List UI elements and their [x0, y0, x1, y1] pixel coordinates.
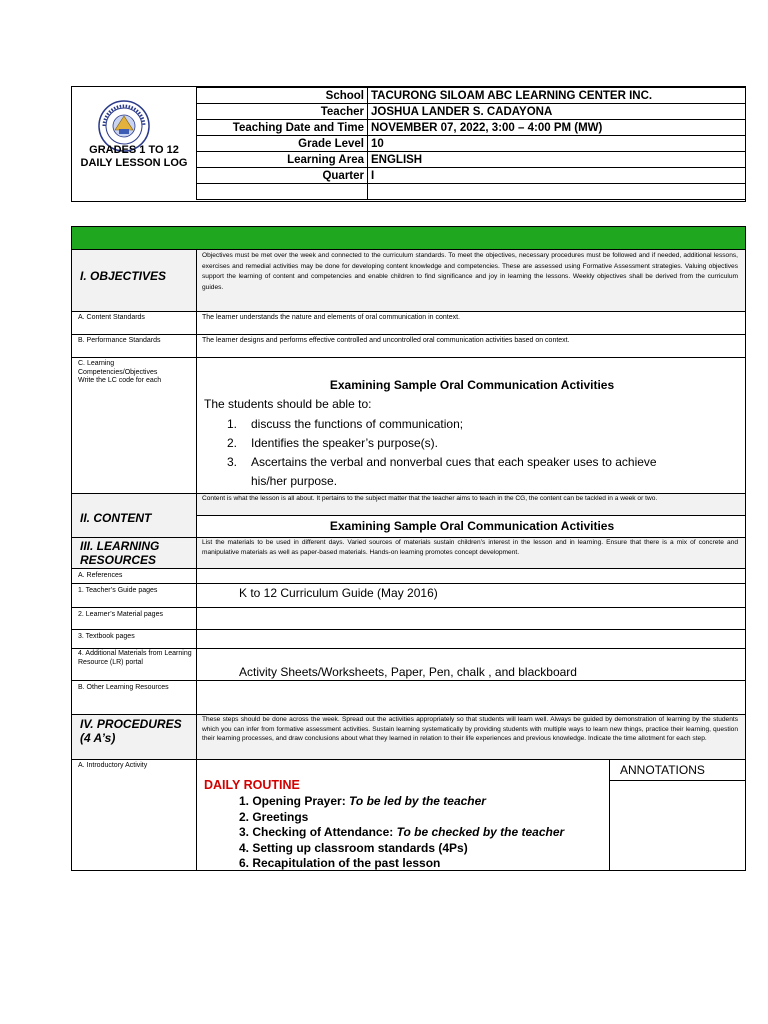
content-title: II. CONTENT	[80, 511, 152, 525]
introductory-activity-row	[71, 760, 746, 871]
procedures-title-line: (4 A’s)	[80, 731, 116, 745]
annotations-divider	[609, 780, 610, 870]
routine-item	[239, 810, 564, 826]
daily-routine-list	[239, 794, 564, 872]
learners-material-label-cell	[72, 608, 197, 629]
annotations-header-cell	[609, 760, 746, 781]
info-label: Quarter	[197, 168, 368, 184]
other-resources-row	[71, 681, 746, 715]
objectives-row	[71, 250, 746, 312]
references-row	[71, 569, 746, 584]
info-row-grade	[197, 136, 746, 152]
routine-item	[239, 841, 564, 857]
teachers-guide-label-cell	[72, 584, 197, 607]
procedures-note: These steps should be done across the week. Spread out the activities appropriately so that students will learn well. Always be guided by demonstration of learning by the students which you can infer from formative assessment activities. Sustain learning systematically by providing students with multiple ways to learn new things, practice their learning, question their learning processes, and draw conclusions about what they learned in relation to their life experiences and previous knowledge. Indicate the time allotment for each step.	[202, 716, 738, 742]
resources-label-cell	[72, 538, 197, 568]
procedures-row	[71, 715, 746, 760]
info-label: Learning Area	[197, 152, 368, 168]
lc-item-continuation	[227, 472, 737, 491]
teachers-guide-value: K to 12 Curriculum Guide (May 2016)	[239, 586, 438, 600]
lc-title: Examining Sample Oral Communication Activities	[329, 378, 615, 392]
resources-note: List the materials to be used in different days. Varied sources of materials sustain children’s interest in the lesson and in learning. Ensure that there is a mix of concrete and manipulative materials as well as paper-based materials. Hands-on learning promotes concept development.	[202, 539, 738, 556]
info-label: Grade Level	[197, 136, 368, 152]
info-value: ENGLISH	[368, 152, 746, 168]
performance-standards-value: The learner designs and performs effective controlled and uncontrolled oral communication activities based on context.	[202, 337, 570, 344]
routine-item-text: 6. Recapitulation of the past lesson	[239, 856, 441, 870]
lc-intro: The students should be able to:	[204, 397, 372, 411]
info-row-area	[197, 152, 746, 168]
textbook-row	[71, 630, 746, 649]
info-label	[197, 184, 368, 200]
lc-item	[227, 415, 737, 434]
objectives-label-cell	[72, 250, 197, 311]
learners-material-row	[71, 608, 746, 630]
routine-item	[239, 825, 564, 841]
routine-item-text: 4. Setting up classroom standards (4Ps)	[239, 840, 468, 855]
lc-item-text: his/her purpose.	[251, 474, 338, 488]
objectives-title: I. OBJECTIVES	[80, 269, 167, 283]
green-header-bar	[71, 226, 746, 250]
learning-competencies-label	[78, 360, 190, 386]
routine-item	[239, 794, 564, 810]
performance-standards-label-cell	[72, 335, 197, 357]
learning-competencies-row	[71, 358, 746, 494]
additional-materials-row	[71, 649, 746, 681]
info-row-empty	[197, 184, 746, 200]
header-info-table	[196, 87, 746, 200]
lc-item-text: Ascertains the verbal and nonverbal cues that each speaker uses to achieve	[251, 455, 657, 469]
resources-title-line: III. LEARNING	[80, 539, 160, 553]
content-label-cell	[72, 494, 197, 537]
info-value: TACURONG SILOAM ABC LEARNING CENTER INC.	[368, 88, 746, 104]
introductory-activity-label: A. Introductory Activity	[78, 762, 148, 769]
routine-item-text: 1. Opening Prayer:	[239, 794, 350, 808]
lc-item-number: 1.	[227, 417, 238, 431]
resources-row	[71, 538, 746, 569]
other-resources-label: B. Other Learning Resources	[78, 684, 169, 691]
learning-competencies-label-cell	[72, 358, 197, 493]
additional-materials-label-cell	[72, 649, 197, 680]
objectives-note: Objectives must be met over the week and connected to the curriculum standards. To meet the objectives, necessary procedures must be followed and if needed, additional lessons, exercises and remedial activities may be done for developing content knowledge and competencies. These are assessed using Formative Assessment strategies. Valuing objectives support the learning of content and competencies and enable children to find significance and joy in learning the lessons. Weekly objectives shall be derived from the curriculum guides.	[202, 252, 738, 291]
content-row	[71, 494, 746, 538]
info-label: Teaching Date and Time	[197, 120, 368, 136]
info-row-teacher	[197, 104, 746, 120]
procedures-label-cell	[72, 715, 197, 759]
routine-item	[239, 856, 564, 872]
content-note-cell	[197, 494, 745, 516]
info-value	[368, 184, 746, 200]
references-label-cell	[72, 569, 197, 583]
textbook-label: 3. Textbook pages	[78, 633, 135, 640]
other-resources-label-cell	[72, 681, 197, 714]
lc-label-line: Write the LC code for each	[78, 377, 162, 384]
content-standards-label: A. Content Standards	[78, 314, 145, 321]
log-title: DAILY LESSON LOG	[80, 157, 188, 169]
lc-item-text: Identifies the speaker’s purpose(s).	[251, 436, 438, 450]
teachers-guide-row	[71, 584, 746, 608]
info-row-quarter	[197, 168, 746, 184]
lc-list	[227, 415, 737, 491]
procedures-title	[80, 717, 182, 745]
grades-title-block	[72, 144, 196, 170]
teachers-guide-label: 1. Teacher’s Guide pages	[78, 587, 158, 594]
routine-item-note: To be led by the teacher	[349, 794, 486, 808]
learners-material-label: 2. Learner’s Material pages	[78, 611, 163, 618]
resources-title	[80, 539, 159, 567]
lc-item	[227, 453, 737, 472]
textbook-label-cell	[72, 630, 197, 648]
grades-title: GRADES 1 TO 12	[89, 144, 179, 156]
lc-item-number: 2.	[227, 436, 238, 450]
additional-materials-label: 4. Additional Materials from Learning Resource (LR) portal	[78, 650, 192, 666]
lc-item-number: 3.	[227, 455, 238, 469]
lc-item-text: discuss the functions of communication;	[251, 417, 464, 431]
info-row-date	[197, 120, 746, 136]
info-value: 10	[368, 136, 746, 152]
resources-title-line: RESOURCES	[80, 553, 157, 567]
lc-label-line: C. Learning Competencies/Objectives	[78, 360, 158, 376]
procedures-title-line: IV. PROCEDURES	[80, 717, 182, 731]
routine-item-text: 3. Checking of Attendance:	[239, 825, 397, 839]
additional-materials-value: Activity Sheets/Worksheets, Paper, Pen, chalk , and blackboard	[239, 665, 577, 679]
info-value: JOSHUA LANDER S. CADAYONA	[368, 104, 746, 120]
content-topic: Examining Sample Oral Communication Activities	[329, 519, 615, 533]
content-standards-label-cell	[72, 312, 197, 334]
info-row-school	[197, 88, 746, 104]
content-standards-row	[71, 312, 746, 335]
content-standards-value: The learner understands the nature and elements of oral communication in context.	[202, 314, 460, 321]
performance-standards-row	[71, 335, 746, 358]
performance-standards-label: B. Performance Standards	[78, 337, 161, 344]
content-note: Content is what the lesson is all about. It pertains to the subject matter that the teacher aims to teach in the CG, the content can be tackled in a week or two.	[202, 495, 658, 502]
routine-item-text: 2. Greetings	[239, 809, 309, 824]
info-label: Teacher	[197, 104, 368, 120]
references-label: A. References	[78, 572, 123, 579]
info-label: School	[197, 88, 368, 104]
daily-routine-title: DAILY ROUTINE	[204, 778, 300, 792]
introductory-activity-label-cell	[72, 760, 197, 870]
info-value: I	[368, 168, 746, 184]
lc-item	[227, 434, 737, 453]
routine-item-note: To be checked by the teacher	[396, 825, 565, 839]
info-value: NOVEMBER 07, 2022, 3:00 – 4:00 PM (MW)	[368, 120, 746, 136]
annotations-label: ANNOTATIONS	[620, 763, 705, 777]
